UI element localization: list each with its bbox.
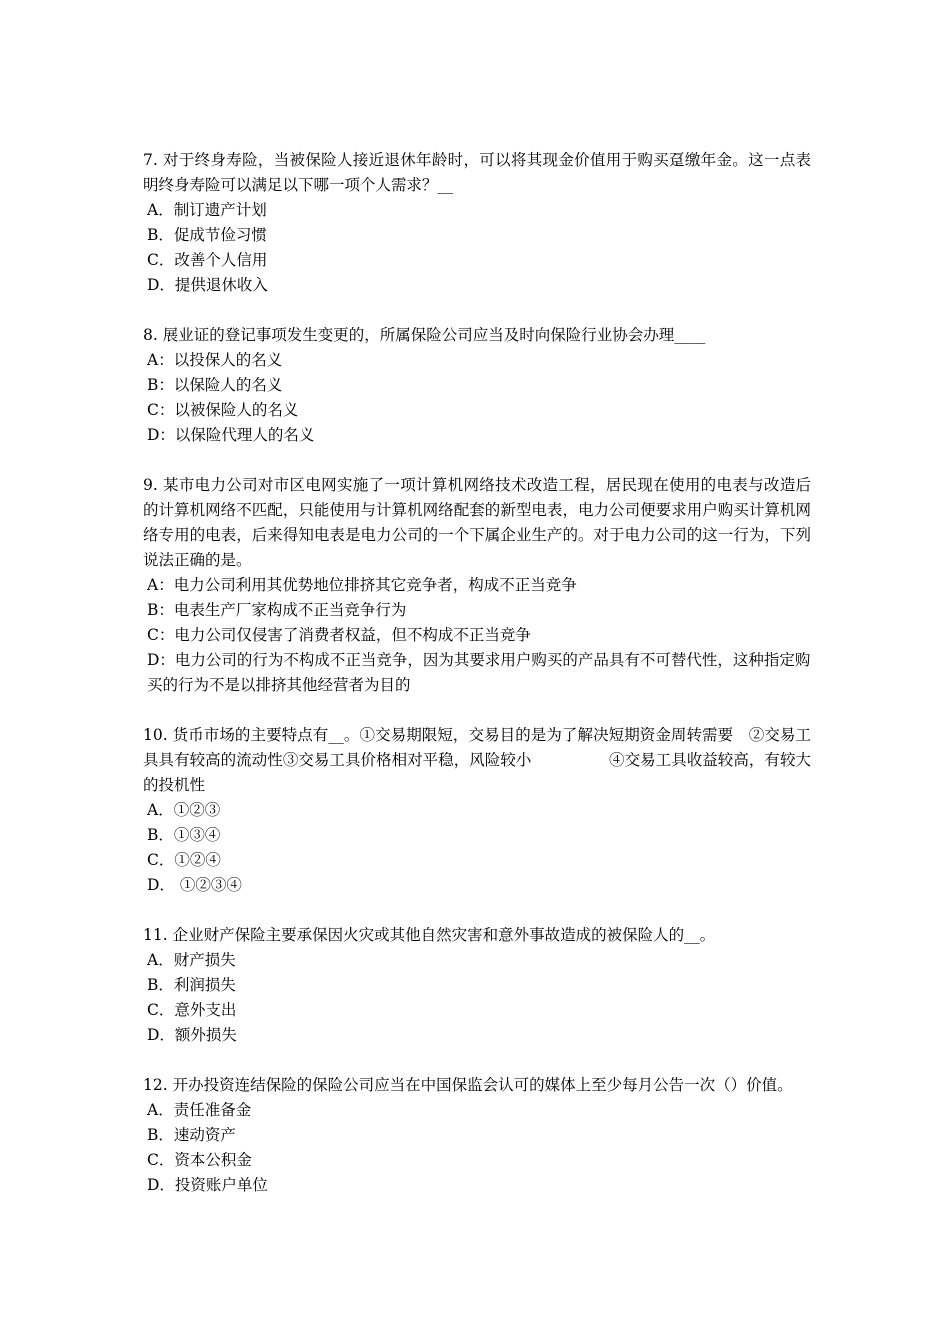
option-c: C．资本公积金 — [147, 1151, 252, 1169]
question-stem: 8. 展业证的登记事项发生变更的，所属保险公司应当及时向保险行业协会办理____ — [143, 326, 706, 344]
option-a: A．财产损失 — [147, 951, 236, 969]
option-a: A．①②③ — [147, 801, 221, 819]
option-c: C．改善个人信用 — [147, 251, 268, 269]
option-a: A：电力公司利用其优势地位排挤其它竞争者，构成不正当竞争 — [147, 576, 577, 594]
option-c: C．意外支出 — [147, 1001, 237, 1019]
option-list — [143, 948, 811, 1048]
option-d: D．提供退休收入 — [147, 276, 268, 294]
question-list — [143, 148, 811, 1223]
option-a: A．责任准备金 — [147, 1101, 252, 1119]
option-list — [143, 198, 811, 298]
question-12 — [143, 1073, 811, 1198]
option-a: A：以投保人的名义 — [147, 351, 283, 369]
question-10 — [143, 723, 811, 898]
question-stem: 9. 某市电力公司对市区电网实施了一项计算机网络技术改造工程，居民现在使用的电表与改造后的计算机网络不匹配，只能使用与计算机网络配套的新型电表，电力公司便要求用户购买计算机网络专用的电表，后来得知电表是电力公司的一个下属企业生产的。对于电力公司的这一行为，下列说法正确的是。 — [143, 476, 811, 569]
option-d: D．投资账户单位 — [147, 1176, 268, 1194]
option-b: B．速动资产 — [147, 1126, 236, 1144]
question-11 — [143, 923, 811, 1048]
question-stem: 10. 货币市场的主要特点有__。①交易期限短，交易目的是为了解决短期资金周转需要 ②交易工具具有较高的流动性③交易工具价格相对平稳，风险较小 ④交易工具收益较高，有较大的投机性 — [143, 726, 811, 794]
question-9 — [143, 473, 811, 698]
option-a: A．制订遗产计划 — [147, 201, 267, 219]
option-d: D：以保险代理人的名义 — [147, 426, 315, 444]
question-stem: 7. 对于终身寿险，当被保险人接近退休年龄时，可以将其现金价值用于购买趸缴年金。这一点表明终身寿险可以满足以下哪一项个人需求？__ — [143, 151, 811, 194]
question-stem: 11. 企业财产保险主要承保因火灾或其他自然灾害和意外事故造成的被保险人的__。 — [143, 926, 716, 944]
option-c: C：以被保险人的名义 — [147, 401, 299, 419]
option-d: D：电力公司的行为不构成不正当竞争，因为其要求用户购买的产品具有不可替代性，这种指定购买的行为不是以排挤其他经营者为目的 — [147, 651, 811, 694]
question-stem: 12. 开办投资连结保险的保险公司应当在中国保监会认可的媒体上至少每月公告一次（）价值。 — [143, 1076, 793, 1094]
option-d: D．额外损失 — [147, 1026, 237, 1044]
option-b: B：以保险人的名义 — [147, 376, 283, 394]
option-c: C．①②④ — [147, 851, 221, 869]
option-d: D． ①②③④ — [147, 876, 242, 894]
option-c: C：电力公司仅侵害了消费者权益，但不构成不正当竞争 — [147, 626, 531, 644]
option-list — [143, 348, 811, 448]
option-b: B．利润损失 — [147, 976, 236, 994]
question-8 — [143, 323, 811, 448]
option-b: B：电表生产厂家构成不正当竞争行为 — [147, 601, 407, 619]
option-b: B．促成节俭习惯 — [147, 226, 267, 244]
option-list — [143, 798, 811, 898]
option-list — [143, 1098, 811, 1198]
option-b: B．①③④ — [147, 826, 221, 844]
option-list — [143, 573, 811, 698]
question-7 — [143, 148, 811, 298]
